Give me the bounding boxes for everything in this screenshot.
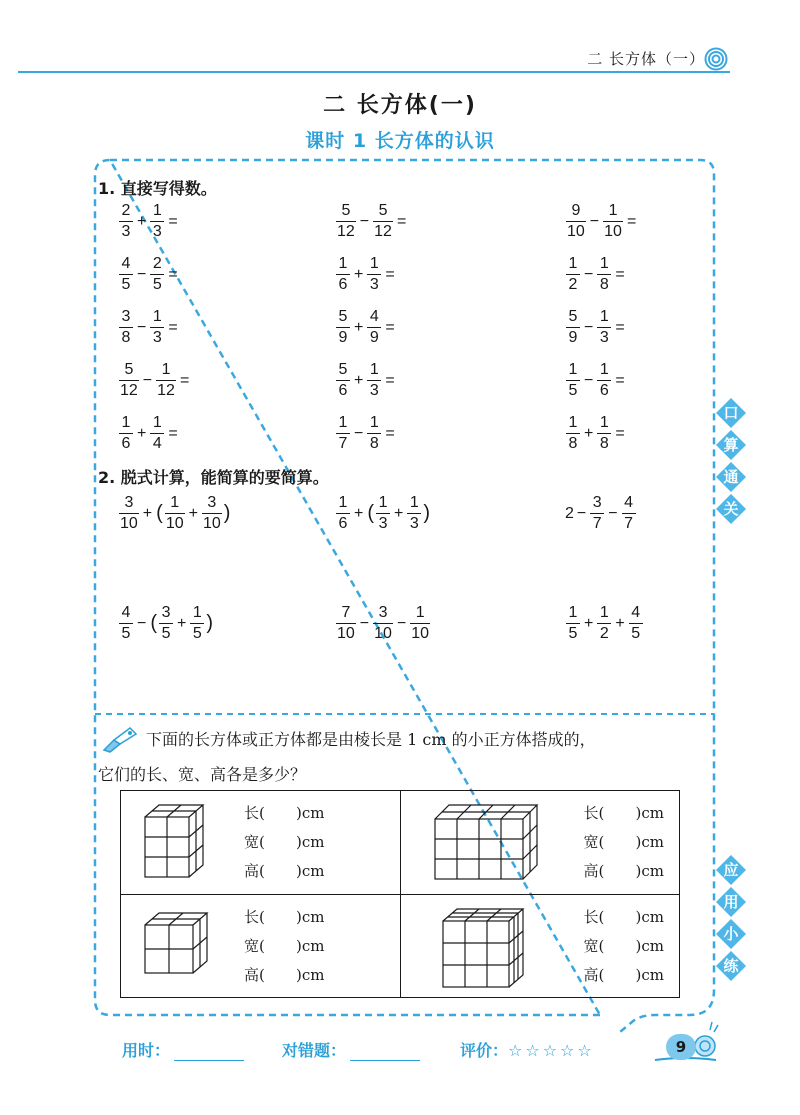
side-tab-badge bbox=[716, 398, 746, 428]
fraction bbox=[367, 362, 381, 399]
side-tab-badge bbox=[716, 951, 746, 981]
dimension-line bbox=[584, 903, 664, 932]
unit-label: )cm bbox=[635, 833, 664, 851]
numerator: 1 bbox=[338, 494, 348, 511]
numerator: 1 bbox=[599, 604, 609, 621]
time-blank[interactable] bbox=[174, 1046, 244, 1061]
side-tab-badge bbox=[716, 430, 746, 460]
numerator: 1 bbox=[152, 202, 162, 219]
fraction bbox=[410, 605, 430, 642]
fraction bbox=[367, 415, 381, 452]
fraction bbox=[159, 605, 173, 642]
cuboid-cell-2 bbox=[400, 791, 680, 895]
rating-label: 评价：☆☆☆☆☆ bbox=[460, 1041, 595, 1060]
denominator: 6 bbox=[336, 380, 350, 399]
dimension-line bbox=[244, 799, 324, 828]
dimension-label: 宽( bbox=[244, 936, 265, 955]
chapter-tag: 二 长方体（一） bbox=[587, 50, 705, 68]
operator: + bbox=[188, 504, 198, 522]
fraction bbox=[119, 203, 133, 240]
side-tab-badge bbox=[716, 462, 746, 492]
denominator: 3 bbox=[376, 513, 390, 532]
numerator: 5 bbox=[568, 308, 578, 325]
math-expression bbox=[118, 362, 192, 399]
operator: + bbox=[615, 614, 625, 632]
numerator: 3 bbox=[207, 494, 217, 511]
unit-label: )cm bbox=[296, 907, 325, 926]
numerator: 1 bbox=[152, 414, 162, 431]
parenthesis: ( bbox=[156, 502, 163, 524]
denominator: 12 bbox=[337, 223, 355, 240]
correct-blank[interactable] bbox=[350, 1046, 420, 1061]
denominator: 12 bbox=[157, 382, 175, 399]
denominator: 5 bbox=[159, 623, 173, 642]
fraction bbox=[566, 309, 580, 346]
numerator: 1 bbox=[599, 414, 609, 431]
cuboid-cell-4 bbox=[400, 894, 680, 998]
numerator: 1 bbox=[599, 361, 609, 378]
operator: − bbox=[589, 212, 600, 230]
equals-sign: = bbox=[168, 318, 178, 336]
fraction bbox=[566, 362, 580, 399]
operator: + bbox=[177, 614, 187, 632]
fraction bbox=[190, 605, 204, 642]
unit-label: )cm bbox=[635, 965, 664, 984]
equals-sign: = bbox=[615, 318, 625, 336]
unit-label: )cm bbox=[296, 862, 325, 880]
fraction bbox=[407, 495, 421, 532]
denominator: 10 bbox=[337, 625, 355, 642]
dimension-line bbox=[244, 828, 324, 857]
fraction bbox=[119, 415, 133, 452]
parenthesis: ( bbox=[150, 612, 158, 634]
denominator: 7 bbox=[590, 513, 604, 532]
dimension-line bbox=[584, 961, 664, 990]
operator: − bbox=[354, 424, 364, 442]
numerator: 1 bbox=[568, 414, 578, 431]
dimension-line bbox=[244, 932, 324, 961]
calc-expression bbox=[565, 495, 637, 532]
denominator: 12 bbox=[374, 223, 392, 240]
fraction bbox=[603, 203, 623, 240]
denominator: 3 bbox=[119, 221, 133, 240]
math-expression bbox=[565, 256, 628, 293]
problem-line-1: 下面的长方体或正方体都是由棱长是 1 cm 的小正方体搭成的， bbox=[146, 730, 596, 749]
denominator: 5 bbox=[190, 623, 204, 642]
time-label: 用时： bbox=[122, 1038, 244, 1061]
parenthesis: ) bbox=[423, 502, 431, 524]
fraction bbox=[336, 605, 356, 642]
numerator: 1 bbox=[608, 202, 618, 219]
dims-3 bbox=[244, 903, 324, 990]
fraction bbox=[590, 495, 604, 532]
numerator: 1 bbox=[369, 361, 379, 378]
side-tab-char: 用 bbox=[723, 893, 739, 911]
parenthesis: ) bbox=[223, 502, 231, 524]
calc-expression bbox=[118, 605, 214, 642]
page-number: 9 bbox=[666, 1034, 696, 1060]
fraction bbox=[150, 256, 164, 293]
operator: − bbox=[584, 371, 594, 389]
math-expression bbox=[565, 415, 628, 452]
numerator: 5 bbox=[124, 361, 134, 378]
numerator: 4 bbox=[121, 604, 131, 621]
numerator: 1 bbox=[599, 308, 609, 325]
equals-sign: = bbox=[168, 212, 178, 230]
parenthesis: ) bbox=[206, 612, 214, 634]
fraction bbox=[336, 415, 350, 452]
denominator: 8 bbox=[597, 433, 611, 452]
pen-icon bbox=[100, 724, 140, 754]
parenthesis: ( bbox=[367, 502, 375, 524]
denominator: 8 bbox=[597, 274, 611, 293]
dimension-label: 高( bbox=[244, 862, 265, 880]
math-expression bbox=[118, 309, 181, 346]
fraction bbox=[566, 203, 586, 240]
numerator: 2 bbox=[152, 255, 162, 272]
dimension-label: 高( bbox=[244, 965, 265, 984]
side-tab-badge bbox=[716, 494, 746, 524]
operator: + bbox=[584, 614, 594, 632]
equals-sign: = bbox=[615, 424, 625, 442]
dimension-label: 长( bbox=[583, 804, 605, 822]
fraction bbox=[373, 203, 393, 240]
denominator: 9 bbox=[336, 327, 350, 346]
cuboid-cell-3 bbox=[121, 894, 401, 998]
numerator: 4 bbox=[631, 604, 641, 621]
fraction bbox=[566, 415, 580, 452]
operator: + bbox=[584, 424, 594, 442]
numerator: 1 bbox=[568, 604, 578, 621]
unit-label: )cm bbox=[296, 965, 325, 984]
fraction bbox=[119, 362, 139, 399]
dimension-line bbox=[244, 857, 324, 886]
unit-label: )cm bbox=[296, 833, 325, 851]
fraction bbox=[566, 256, 580, 293]
denominator: 5 bbox=[150, 274, 164, 293]
dimension-label: 长( bbox=[244, 804, 265, 822]
fraction bbox=[622, 495, 636, 532]
operator: − bbox=[142, 371, 153, 389]
denominator: 8 bbox=[119, 327, 133, 346]
fraction bbox=[367, 309, 381, 346]
numerator: 4 bbox=[369, 308, 379, 325]
numerator: 1 bbox=[378, 494, 388, 511]
operator: − bbox=[359, 212, 370, 230]
equals-sign: = bbox=[385, 265, 395, 283]
denominator: 6 bbox=[336, 274, 350, 293]
denominator: 6 bbox=[336, 513, 350, 532]
operator: + bbox=[354, 265, 364, 283]
fraction bbox=[597, 605, 611, 642]
denominator: 10 bbox=[567, 223, 585, 240]
numerator: 9 bbox=[571, 202, 581, 219]
numerator: 5 bbox=[378, 202, 388, 219]
dimension-label: 宽( bbox=[583, 833, 605, 851]
operator: − bbox=[137, 318, 147, 336]
fraction bbox=[202, 495, 222, 532]
page-title: 二 长方体(一) bbox=[323, 93, 477, 118]
dimension-line bbox=[244, 903, 324, 932]
equals-sign: = bbox=[385, 371, 395, 389]
numerator: 7 bbox=[341, 604, 351, 621]
numerator: 3 bbox=[592, 494, 602, 511]
side-tab-char: 关 bbox=[723, 500, 739, 518]
numerator: 5 bbox=[338, 308, 348, 325]
equals-sign: = bbox=[385, 318, 395, 336]
dimension-line bbox=[584, 799, 664, 828]
math-expression bbox=[335, 415, 398, 452]
fraction bbox=[597, 362, 611, 399]
calc-expression bbox=[565, 605, 644, 642]
unit-label: )cm bbox=[635, 907, 664, 926]
equals-sign: = bbox=[615, 265, 625, 283]
numerator: 1 bbox=[121, 414, 131, 431]
denominator: 3 bbox=[367, 274, 381, 293]
fraction bbox=[119, 495, 139, 532]
operator: + bbox=[137, 424, 147, 442]
numerator: 1 bbox=[338, 255, 348, 272]
denominator: 6 bbox=[119, 433, 133, 452]
math-expression bbox=[335, 309, 398, 346]
equals-sign: = bbox=[626, 212, 637, 230]
side-tab-char: 算 bbox=[723, 436, 739, 454]
fraction bbox=[336, 495, 350, 532]
math-expression bbox=[118, 415, 181, 452]
unit-label: )cm bbox=[296, 804, 325, 822]
numerator: 1 bbox=[409, 494, 419, 511]
math-expression bbox=[118, 256, 181, 293]
equals-sign: = bbox=[396, 212, 407, 230]
denominator: 5 bbox=[119, 623, 133, 642]
dimension-label: 高( bbox=[583, 862, 605, 880]
math-expression bbox=[565, 309, 628, 346]
operator: − bbox=[137, 614, 147, 632]
dimension-line bbox=[584, 932, 664, 961]
denominator: 5 bbox=[119, 274, 133, 293]
operator: − bbox=[608, 504, 618, 522]
dimension-label: 长( bbox=[583, 907, 605, 926]
side-tab-char: 小 bbox=[723, 925, 739, 943]
equals-sign: = bbox=[385, 424, 395, 442]
denominator: 10 bbox=[604, 223, 622, 240]
math-expression bbox=[335, 203, 409, 240]
denominator: 7 bbox=[622, 513, 636, 532]
cuboid-2x2x3-figure bbox=[141, 803, 211, 879]
cuboid-cell-1 bbox=[121, 791, 401, 895]
operator: − bbox=[396, 614, 407, 632]
correct-label: 对错题： bbox=[282, 1038, 420, 1061]
operator: + bbox=[394, 504, 404, 522]
side-tab-badge bbox=[716, 855, 746, 885]
cube-2x2x2-figure bbox=[141, 909, 211, 985]
denominator: 12 bbox=[120, 382, 138, 399]
denominator: 10 bbox=[165, 515, 184, 532]
fraction bbox=[336, 362, 350, 399]
dims-1 bbox=[244, 799, 324, 886]
denominator: 9 bbox=[367, 327, 381, 346]
math-expression bbox=[565, 203, 639, 240]
numerator: 1 bbox=[599, 255, 609, 272]
denominator: 7 bbox=[336, 433, 350, 452]
side-tab-char: 通 bbox=[723, 468, 739, 486]
numerator: 1 bbox=[161, 361, 171, 378]
side-tab-badge bbox=[716, 919, 746, 949]
unit-label: )cm bbox=[635, 804, 664, 822]
numerator: 3 bbox=[161, 604, 171, 621]
numerator: 1 bbox=[192, 604, 202, 621]
denominator: 8 bbox=[367, 433, 381, 452]
cuboid-table bbox=[120, 790, 680, 998]
dimension-label: 高( bbox=[583, 965, 605, 984]
fraction bbox=[373, 605, 393, 642]
section1-title: 1. 直接写得数。 bbox=[98, 179, 217, 198]
dimension-line bbox=[584, 828, 664, 857]
fraction bbox=[336, 309, 350, 346]
fraction bbox=[629, 605, 643, 642]
fraction bbox=[165, 495, 185, 532]
problem-line-2: 它们的长、宽、高各是多少？ bbox=[98, 765, 307, 784]
numerator: 5 bbox=[338, 361, 348, 378]
numerator: 2 bbox=[121, 202, 131, 219]
side-tab-char: 练 bbox=[723, 957, 739, 975]
operator: + bbox=[354, 318, 364, 336]
cube-3x3x3-figure bbox=[439, 905, 539, 991]
math-expression bbox=[335, 362, 398, 399]
numerator: 4 bbox=[624, 494, 634, 511]
denominator: 3 bbox=[367, 380, 381, 399]
fraction bbox=[367, 256, 381, 293]
numerator: 3 bbox=[378, 604, 388, 621]
denominator: 5 bbox=[566, 380, 580, 399]
section2-title: 2. 脱式计算，能简算的要简算。 bbox=[98, 468, 329, 487]
fraction bbox=[150, 309, 164, 346]
denominator: 5 bbox=[566, 623, 580, 642]
numerator: 1 bbox=[338, 414, 348, 431]
fraction bbox=[119, 309, 133, 346]
math-expression bbox=[565, 362, 628, 399]
denominator: 9 bbox=[566, 327, 580, 346]
fraction bbox=[376, 495, 390, 532]
math-expression bbox=[335, 256, 398, 293]
dims-2 bbox=[584, 799, 664, 886]
fraction bbox=[597, 415, 611, 452]
numerator: 4 bbox=[121, 255, 131, 272]
numerator: 1 bbox=[568, 361, 578, 378]
calc-expression bbox=[335, 495, 431, 532]
equals-sign: = bbox=[615, 371, 625, 389]
denominator: 2 bbox=[597, 623, 611, 642]
denominator: 3 bbox=[597, 327, 611, 346]
numerator: 1 bbox=[170, 494, 180, 511]
numerator: 1 bbox=[568, 255, 578, 272]
side-tab-badge bbox=[716, 887, 746, 917]
denominator: 10 bbox=[202, 515, 221, 532]
dimension-label: 长( bbox=[244, 907, 265, 926]
fraction bbox=[119, 605, 133, 642]
operator: + bbox=[137, 212, 147, 230]
denominator: 10 bbox=[374, 625, 392, 642]
equals-sign: = bbox=[179, 371, 190, 389]
unit-label: )cm bbox=[635, 936, 664, 955]
denominator: 8 bbox=[566, 433, 580, 452]
rating-stars[interactable]: ☆☆☆☆☆ bbox=[508, 1041, 595, 1060]
denominator: 3 bbox=[407, 513, 421, 532]
denominator: 10 bbox=[120, 515, 138, 532]
denominator: 2 bbox=[566, 274, 580, 293]
denominator: 5 bbox=[629, 623, 643, 642]
operator: − bbox=[359, 614, 370, 632]
cuboid-4x2x3-figure bbox=[431, 801, 541, 883]
denominator: 4 bbox=[150, 433, 164, 452]
fraction bbox=[156, 362, 176, 399]
operator: − bbox=[584, 265, 594, 283]
equals-sign: = bbox=[168, 265, 178, 283]
fraction bbox=[566, 605, 580, 642]
operator: + bbox=[354, 371, 364, 389]
numerator: 5 bbox=[341, 202, 351, 219]
denominator: 6 bbox=[597, 380, 611, 399]
operator: + bbox=[354, 504, 364, 522]
fraction bbox=[150, 203, 164, 240]
numerator: 1 bbox=[369, 414, 379, 431]
operator: − bbox=[576, 504, 587, 522]
fraction bbox=[336, 203, 356, 240]
integer: 2 bbox=[565, 504, 574, 522]
dimension-line bbox=[244, 961, 324, 990]
denominator: 3 bbox=[150, 221, 164, 240]
dimension-label: 宽( bbox=[244, 833, 265, 851]
unit-label: )cm bbox=[296, 936, 325, 955]
dims-4 bbox=[584, 903, 664, 990]
fraction bbox=[597, 309, 611, 346]
numerator: 3 bbox=[124, 494, 134, 511]
operator: + bbox=[142, 504, 153, 522]
operator: − bbox=[584, 318, 594, 336]
numerator: 1 bbox=[415, 604, 425, 621]
math-expression bbox=[118, 203, 181, 240]
unit-label: )cm bbox=[635, 862, 664, 880]
dimension-line bbox=[584, 857, 664, 886]
lesson-subtitle: 课时 1 长方体的认识 bbox=[305, 130, 495, 152]
numerator: 1 bbox=[369, 255, 379, 272]
numerator: 1 bbox=[152, 308, 162, 325]
side-tab-char: 口 bbox=[723, 404, 739, 422]
calc-expression bbox=[118, 495, 231, 532]
fraction bbox=[597, 256, 611, 293]
dimension-label: 宽( bbox=[583, 936, 605, 955]
calc-expression bbox=[335, 605, 431, 642]
fraction bbox=[150, 415, 164, 452]
denominator: 3 bbox=[150, 327, 164, 346]
operator: − bbox=[137, 265, 147, 283]
side-tab-char: 应 bbox=[723, 861, 739, 879]
numerator: 3 bbox=[121, 308, 131, 325]
fraction bbox=[336, 256, 350, 293]
fraction bbox=[119, 256, 133, 293]
equals-sign: = bbox=[168, 424, 178, 442]
denominator: 10 bbox=[411, 625, 430, 642]
